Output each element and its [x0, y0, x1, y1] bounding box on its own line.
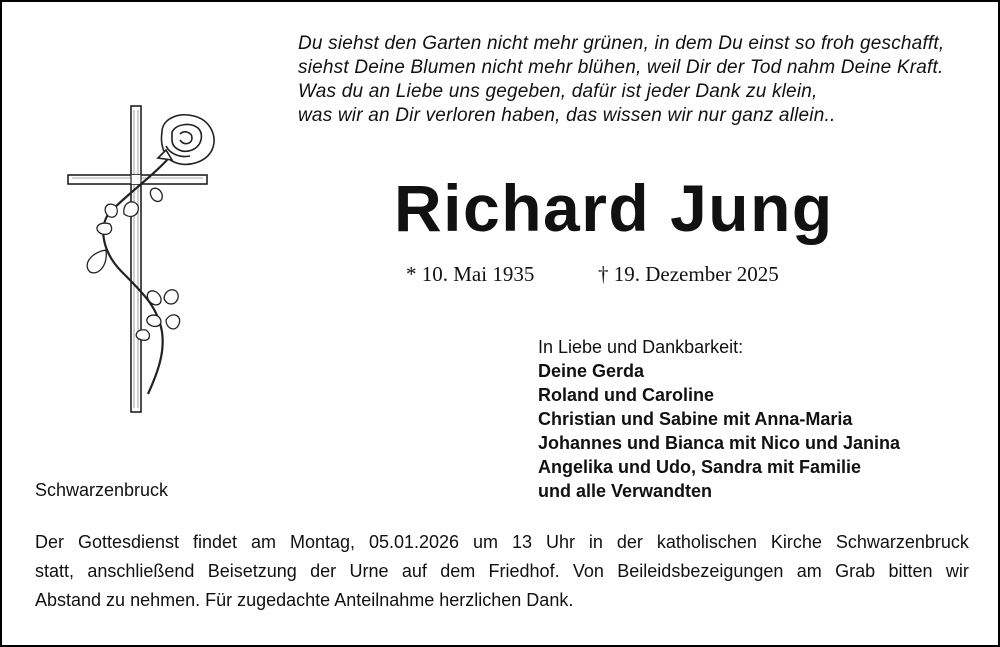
- mourner-entry: Johannes und Bianca mit Nico und Janina: [538, 433, 901, 453]
- notice-word: der: [616, 532, 643, 552]
- notice-word: findet: [192, 532, 238, 552]
- notice-word: Der: [35, 532, 65, 552]
- poem: [298, 32, 944, 128]
- birth-date: * 10. Mai 1935: [406, 262, 535, 286]
- notice-word: in: [588, 532, 603, 552]
- notice-word: am: [796, 561, 822, 581]
- death-date: † 19. Dezember 2025: [598, 262, 779, 286]
- service-notice: [35, 528, 969, 615]
- mourner-entry: Christian und Sabine mit Anna-Maria: [538, 409, 853, 429]
- mourner-entry: Deine Gerda: [538, 361, 645, 381]
- place-name: Schwarzenbruck: [35, 480, 169, 500]
- notice-word: wir: [945, 561, 969, 581]
- notice-word: bitten: [888, 561, 933, 581]
- notice-word: Friedhof.: [488, 561, 560, 581]
- notice-word: anschließend: [87, 561, 195, 581]
- poem-line: was wir an Dir verloren haben, das wissen wir nur ganz allein..: [298, 105, 836, 126]
- mourners-list: [538, 335, 900, 503]
- notice-word: katholischen: [656, 532, 757, 552]
- notice-line: [35, 528, 969, 557]
- mourners-intro: In Liebe und Dankbarkeit:: [538, 337, 744, 357]
- notice-word: Beisetzung: [207, 561, 297, 581]
- notice-word: 05.01.2026: [368, 532, 460, 552]
- poem-line: siehst Deine Blumen nicht mehr blühen, weil Dir der Tod nahm Deine Kraft.: [298, 57, 944, 78]
- notice-word: Gottesdienst: [77, 532, 180, 552]
- deceased-name: Richard Jung: [394, 171, 834, 245]
- notice-word: 13: [511, 532, 532, 552]
- notice-word: Montag,: [289, 532, 355, 552]
- notice-word: statt,: [35, 561, 75, 581]
- notice-word: am: [250, 532, 276, 552]
- notice-line: Abstand zu nehmen. Für zugedachte Anteilnahme herzlichen Dank.: [35, 590, 574, 610]
- notice-word: der: [310, 561, 337, 581]
- notice-word: Schwarzenbruck: [835, 532, 969, 552]
- notice-word: Urne: [349, 561, 389, 581]
- notice-word: Beileidsbezeigungen: [617, 561, 784, 581]
- mourner-entry: Angelika und Udo, Sandra mit Familie: [538, 457, 862, 477]
- notice-line: [35, 557, 969, 586]
- notice-word: dem: [440, 561, 476, 581]
- notice-word: Grab: [835, 561, 876, 581]
- notice-word: Uhr: [545, 532, 575, 552]
- notice-word: auf: [401, 561, 427, 581]
- poem-line: Du siehst den Garten nicht mehr grünen, in dem Du einst so froh geschafft,: [298, 33, 945, 54]
- notice-word: Kirche: [770, 532, 822, 552]
- mourner-entry: Roland und Caroline: [538, 385, 715, 405]
- poem-line: Was du an Liebe uns gegeben, dafür ist jeder Dank zu klein,: [298, 81, 818, 102]
- mourner-entry: und alle Verwandten: [538, 481, 713, 501]
- notice-word: um: [473, 532, 499, 552]
- cross-with-rose-icon: [62, 102, 242, 422]
- notice-word: Von: [572, 561, 604, 581]
